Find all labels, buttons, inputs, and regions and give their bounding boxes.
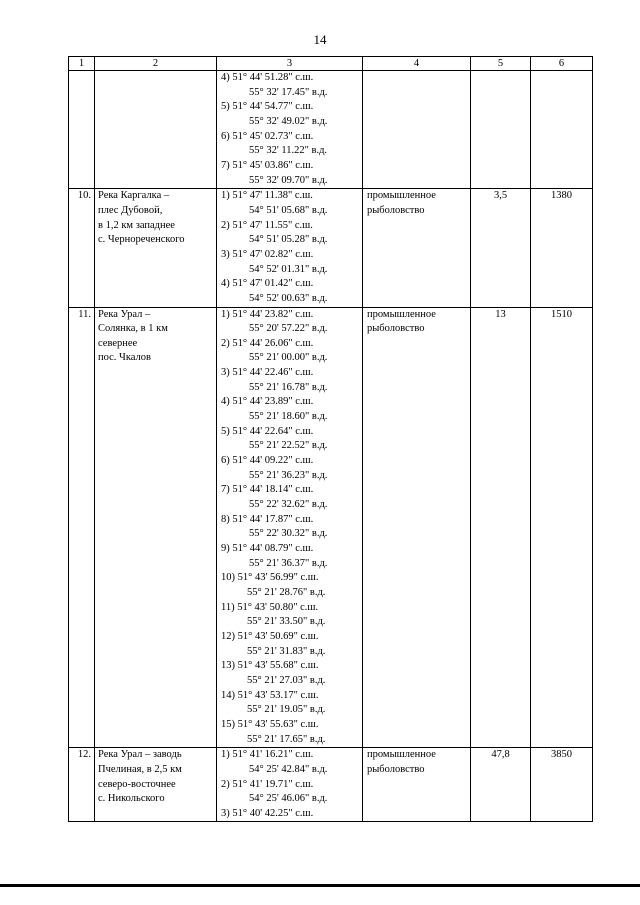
water-body-name-line: Река Урал – заводь xyxy=(98,749,182,761)
row-number: 10. xyxy=(77,190,91,202)
latitude: 3) 51° 47' 02.82" с.ш. xyxy=(221,248,314,260)
table-row xyxy=(69,748,593,822)
longitude: 55° 32' 09.70" в.д. xyxy=(249,174,328,186)
water-body-name-cell xyxy=(95,71,217,189)
longitude: 55° 21' 28.76" в.д. xyxy=(247,586,326,598)
longitude: 55° 21' 19.05" в.д. xyxy=(247,704,326,716)
latitude: 1) 51° 47' 11.38" с.ш. xyxy=(221,190,313,202)
longitude: 55° 21' 31.83" в.д. xyxy=(247,645,326,657)
amount-value: 1510 xyxy=(551,308,572,320)
coordinate-point xyxy=(221,630,359,659)
coordinate-point xyxy=(221,159,359,188)
longitude: 55° 21' 18.60" в.д. xyxy=(249,411,328,423)
longitude: 55° 21' 00.00" в.д. xyxy=(249,352,328,364)
coordinate-point xyxy=(221,542,359,571)
row-number-cell xyxy=(69,189,95,307)
longitude: 54° 52' 01.31" в.д. xyxy=(249,263,328,275)
latitude: 4) 51° 44' 23.89" с.ш. xyxy=(221,396,314,408)
table-row xyxy=(69,71,593,189)
column-header: 5 xyxy=(471,57,531,71)
latitude: 7) 51° 45' 03.86" с.ш. xyxy=(221,159,314,171)
latitude: 3) 51° 44' 22.46" с.ш. xyxy=(221,367,314,379)
water-body-name-cell xyxy=(95,748,217,822)
longitude: 55° 21' 16.78" в.д. xyxy=(249,381,328,393)
purpose-cell xyxy=(363,748,471,822)
water-body-name-line: северо-восточнее xyxy=(98,778,176,790)
table-row xyxy=(69,307,593,748)
latitude: 4) 51° 44' 51.28" с.ш. xyxy=(221,72,314,83)
longitude: 54° 25' 42.84" в.д. xyxy=(249,763,328,775)
longitude: 54° 51' 05.68" в.д. xyxy=(249,204,328,216)
table-row xyxy=(69,189,593,307)
area-cell xyxy=(471,71,531,189)
row-number: 11. xyxy=(78,308,91,320)
latitude: 14) 51° 43' 53.17" с.ш. xyxy=(221,689,319,701)
area-cell xyxy=(471,748,531,822)
longitude: 55° 21' 17.65" в.д. xyxy=(247,733,326,745)
column-header: 6 xyxy=(531,57,593,71)
longitude: 55° 21' 36.23" в.д. xyxy=(249,469,328,481)
purpose-cell xyxy=(363,307,471,748)
coordinate-point xyxy=(221,189,359,218)
water-body-name-line: плес Дубовой, xyxy=(98,204,163,216)
amount-cell xyxy=(531,189,593,307)
coordinate-point xyxy=(221,689,359,718)
longitude: 55° 21' 33.50" в.д. xyxy=(247,616,326,628)
amount-value: 3850 xyxy=(551,749,572,761)
area-value: 3,5 xyxy=(493,190,508,202)
longitude: 55° 32' 17.45" в.д. xyxy=(249,86,328,98)
area-value: 47,8 xyxy=(491,749,510,761)
longitude: 54° 51' 05.28" в.д. xyxy=(249,234,328,246)
coordinate-point xyxy=(221,454,359,483)
coordinate-point xyxy=(221,277,359,306)
latitude: 13) 51° 43' 55.68" с.ш. xyxy=(221,660,319,672)
coordinate-point xyxy=(221,748,359,777)
column-header: 4 xyxy=(363,57,471,71)
coordinate-point xyxy=(221,100,359,129)
coordinate-point xyxy=(221,571,359,600)
row-number-cell xyxy=(69,307,95,748)
coordinate-point xyxy=(221,337,359,366)
latitude: 3) 51° 40' 42.25" с.ш. xyxy=(221,807,314,819)
coordinate-point xyxy=(221,425,359,454)
latitude: 11) 51° 43' 50.80" с.ш. xyxy=(221,601,319,613)
column-header: 1 xyxy=(69,57,95,71)
latitude: 6) 51° 45' 02.73" с.ш. xyxy=(221,130,314,142)
area-cell xyxy=(471,307,531,748)
longitude: 55° 21' 27.03" в.д. xyxy=(247,674,326,686)
amount-cell xyxy=(531,748,593,822)
purpose-line: промышленное xyxy=(367,190,436,202)
water-body-name-line: с. Никольского xyxy=(98,793,165,805)
coordinates-cell xyxy=(217,748,363,822)
longitude: 55° 22' 32.62" в.д. xyxy=(249,499,328,511)
table-header-row xyxy=(69,57,593,71)
coordinate-point xyxy=(221,248,359,277)
column-header: 3 xyxy=(217,57,363,71)
purpose-line: промышленное xyxy=(367,308,436,320)
coordinates-cell xyxy=(217,307,363,748)
purpose-cell xyxy=(363,189,471,307)
coordinate-point xyxy=(221,130,359,159)
longitude: 55° 32' 49.02" в.д. xyxy=(249,115,328,127)
purpose-line: рыболовство xyxy=(367,204,425,216)
coordinate-point xyxy=(221,308,359,337)
coordinates-cell xyxy=(217,189,363,307)
coordinates-cell xyxy=(217,71,363,189)
purpose-line: промышленное xyxy=(367,749,436,761)
latitude: 15) 51° 43' 55.63" с.ш. xyxy=(221,718,319,730)
amount-value: 1380 xyxy=(551,190,572,202)
purpose-line: рыболовство xyxy=(367,763,425,775)
fishing-areas-table xyxy=(68,56,593,822)
water-body-name-line: Солянка, в 1 км xyxy=(98,323,168,335)
water-body-name-line: Река Урал – xyxy=(98,308,151,320)
row-number: 12. xyxy=(77,749,91,761)
latitude: 6) 51° 44' 09.22" с.ш. xyxy=(221,455,314,467)
coordinate-point xyxy=(221,513,359,542)
water-body-name-cell xyxy=(95,307,217,748)
coordinate-point xyxy=(221,366,359,395)
coordinate-point xyxy=(221,807,359,822)
coordinate-point xyxy=(221,778,359,807)
latitude: 10) 51° 43' 56.99" с.ш. xyxy=(221,572,319,584)
coordinate-point xyxy=(221,483,359,512)
coordinate-point xyxy=(221,659,359,688)
water-body-name-line: Пчелиная, в 2,5 км xyxy=(98,763,182,775)
bottom-rule xyxy=(0,884,640,887)
longitude: 55° 20' 57.22" в.д. xyxy=(249,323,328,335)
latitude: 1) 51° 44' 23.82" с.ш. xyxy=(221,308,314,320)
longitude: 55° 21' 36.37" в.д. xyxy=(249,557,328,569)
latitude: 5) 51° 44' 22.64" с.ш. xyxy=(221,425,314,437)
latitude: 1) 51° 41' 16.21" с.ш. xyxy=(221,749,314,761)
row-number-cell xyxy=(69,71,95,189)
coordinate-point xyxy=(221,71,359,100)
water-body-name-line: севернее xyxy=(98,337,138,349)
coordinate-point xyxy=(221,601,359,630)
water-body-name-line: в 1,2 км западнее xyxy=(98,219,175,231)
latitude: 12) 51° 43' 50.69" с.ш. xyxy=(221,630,319,642)
water-body-name-line: Река Каргалка – xyxy=(98,190,170,202)
longitude: 54° 52' 00.63" в.д. xyxy=(249,292,328,304)
purpose-cell xyxy=(363,71,471,189)
latitude: 2) 51° 41' 19.71" с.ш. xyxy=(221,778,314,790)
column-header: 2 xyxy=(95,57,217,71)
latitude: 2) 51° 47' 11.55" с.ш. xyxy=(221,219,313,231)
amount-cell xyxy=(531,71,593,189)
purpose-line: рыболовство xyxy=(367,323,425,335)
longitude: 55° 21' 22.52" в.д. xyxy=(249,440,328,452)
latitude: 4) 51° 47' 01.42" с.ш. xyxy=(221,278,314,290)
latitude: 5) 51° 44' 54.77" с.ш. xyxy=(221,101,314,113)
latitude: 8) 51° 44' 17.87" с.ш. xyxy=(221,513,314,525)
longitude: 54° 25' 46.06" в.д. xyxy=(249,793,328,805)
latitude: 2) 51° 44' 26.06" с.ш. xyxy=(221,337,314,349)
latitude: 9) 51° 44' 08.79" с.ш. xyxy=(221,543,314,554)
page-number: 14 xyxy=(313,32,327,47)
area-value: 13 xyxy=(495,308,506,320)
latitude: 7) 51° 44' 18.14" с.ш. xyxy=(221,484,314,496)
coordinate-point xyxy=(221,219,359,248)
longitude: 55° 22' 30.32" в.д. xyxy=(249,528,328,540)
water-body-name-cell xyxy=(95,189,217,307)
coordinate-point xyxy=(221,395,359,424)
area-cell xyxy=(471,189,531,307)
water-body-name-line: пос. Чкалов xyxy=(98,352,152,364)
amount-cell xyxy=(531,307,593,748)
longitude: 55° 32' 11.22" в.д. xyxy=(249,145,328,157)
coordinate-point xyxy=(221,718,359,747)
row-number-cell xyxy=(69,748,95,822)
water-body-name-line: с. Чернореченского xyxy=(98,234,185,246)
